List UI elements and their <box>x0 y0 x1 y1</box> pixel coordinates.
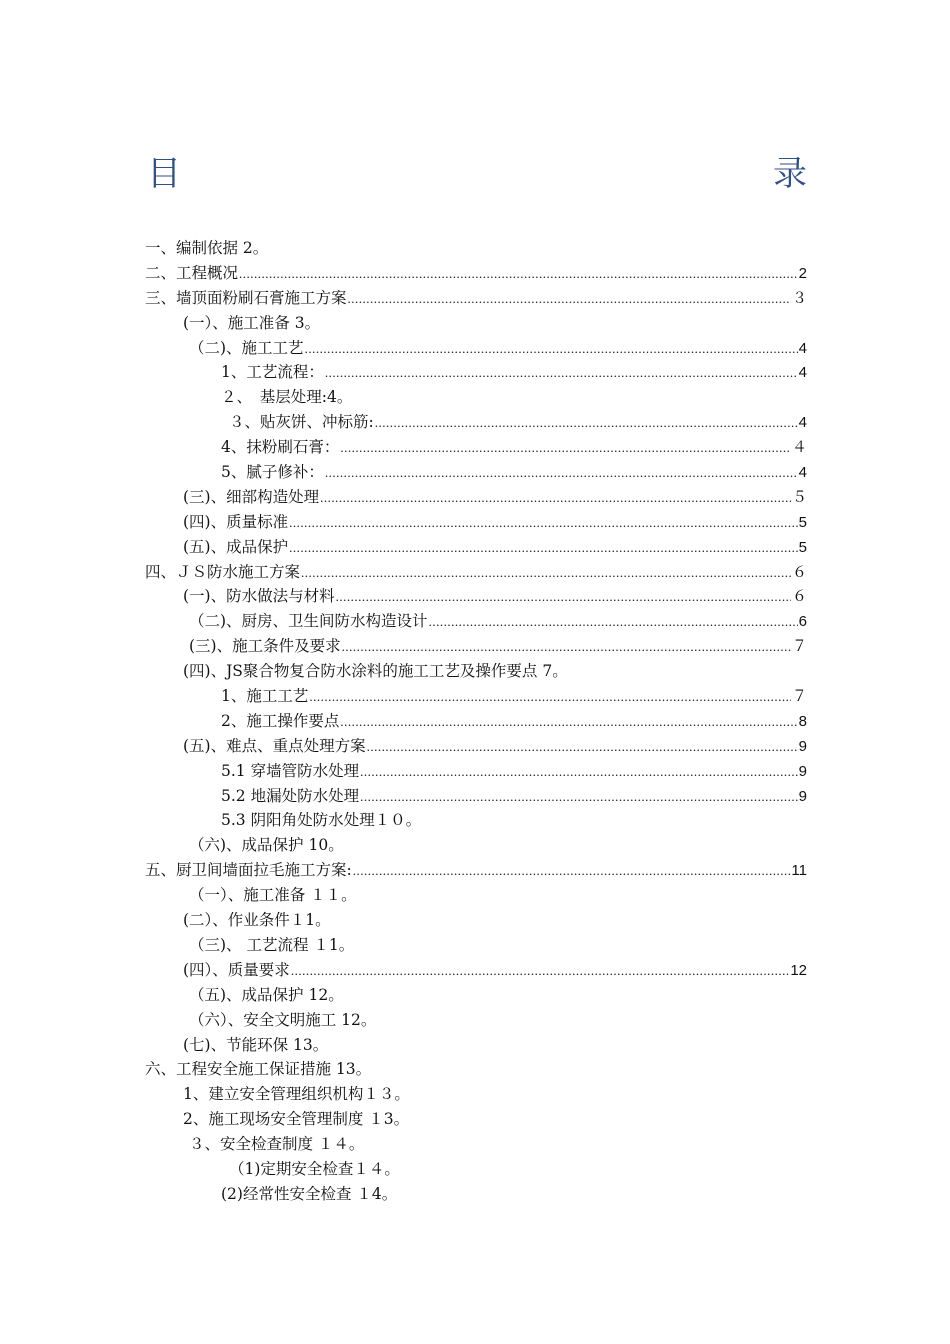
toc-entry-4[interactable] <box>145 336 807 361</box>
toc-entry-9[interactable] <box>145 460 807 485</box>
toc-label: ２、 基层处理:4。 <box>221 388 353 407</box>
toc-entry-37[interactable] <box>145 1157 807 1182</box>
dot-leader <box>367 735 798 760</box>
toc-label: （一）、施工准备 １１。 <box>189 886 357 905</box>
toc-label: (四)、质量标准 <box>183 512 289 531</box>
toc-entry-7[interactable] <box>145 410 807 435</box>
toc-entry-12[interactable] <box>145 535 807 560</box>
toc-page: ４ <box>791 439 807 457</box>
dot-leader <box>342 635 791 660</box>
toc-entry-38[interactable] <box>145 1182 807 1207</box>
toc-entry-35[interactable] <box>145 1107 807 1132</box>
dot-leader <box>325 361 798 386</box>
toc-label: ３、安全检查制度 １４。 <box>189 1135 365 1154</box>
toc-label: 五、厨卫间墙面拉毛施工方案: <box>145 861 352 880</box>
toc-entry-33[interactable] <box>145 1057 807 1082</box>
toc-label: 四、ＪＳ防水施工方案 <box>145 562 301 581</box>
toc-entry-2[interactable] <box>145 286 807 311</box>
dot-leader <box>291 959 790 984</box>
toc-label: （六）、安全文明施工 12。 <box>189 1010 377 1029</box>
toc-entry-10[interactable] <box>145 485 807 510</box>
table-of-contents <box>145 236 807 1207</box>
toc-label: (五)、成品保护 <box>183 537 289 556</box>
toc-entry-36[interactable] <box>145 1132 807 1157</box>
toc-label: (四）、质量要求 <box>183 960 290 979</box>
dot-leader <box>325 461 798 486</box>
toc-entry-20[interactable] <box>145 734 807 759</box>
toc-entry-21[interactable] <box>145 759 807 784</box>
dot-leader <box>239 262 798 287</box>
toc-entry-14[interactable] <box>145 584 807 609</box>
toc-label: 5.1 穿墙管防水处理 <box>221 761 360 780</box>
toc-label: （六)、成品保护 10。 <box>189 836 344 855</box>
dot-leader <box>289 536 798 561</box>
toc-entry-18[interactable] <box>145 684 807 709</box>
toc-label: 三、墙顶面粉刷石膏施工方案 <box>145 288 347 307</box>
toc-label: 2、施工操作要点 <box>221 711 340 730</box>
dot-leader <box>353 859 791 884</box>
toc-label: 5、腻子修补： <box>221 463 324 482</box>
toc-label: (三)、施工条件及要求 <box>189 637 341 656</box>
toc-page: 9 <box>798 762 807 780</box>
dot-leader <box>320 486 791 511</box>
dot-leader <box>289 511 798 536</box>
toc-label: 1、建立安全管理组织机构１３。 <box>183 1085 410 1104</box>
toc-label: （二)、施工工艺 <box>189 338 304 357</box>
toc-page: ３ <box>791 289 807 307</box>
toc-entry-17[interactable] <box>145 659 807 684</box>
toc-label: 1、施工工艺 <box>221 687 309 706</box>
dot-leader <box>336 585 791 610</box>
toc-entry-5[interactable] <box>145 360 807 385</box>
toc-label: 5.2 地漏处防水处理 <box>221 786 360 805</box>
dot-leader <box>429 610 798 635</box>
toc-page: ７ <box>791 688 807 706</box>
toc-entry-1[interactable] <box>145 261 807 286</box>
toc-label: (七)、节能环保 13。 <box>183 1035 329 1054</box>
toc-label: (一）、施工准备 3。 <box>183 313 321 332</box>
toc-entry-30[interactable] <box>145 983 807 1008</box>
dot-leader <box>375 411 798 436</box>
toc-page: ７ <box>791 638 807 656</box>
toc-title-left: 目 <box>147 153 181 194</box>
toc-label: （二)、厨房、卫生间防水构造设计 <box>189 612 428 631</box>
toc-entry-29[interactable] <box>145 958 807 983</box>
toc-page: 9 <box>798 737 807 755</box>
toc-entry-0[interactable] <box>145 236 807 261</box>
toc-label: 5.3 阴阳角处防水处理１０。 <box>221 811 422 830</box>
toc-label: （五)、成品保护 12。 <box>189 985 344 1004</box>
toc-page: ６ <box>791 563 807 581</box>
toc-page: 5 <box>798 513 807 531</box>
toc-entry-16[interactable] <box>145 634 807 659</box>
toc-page: ６ <box>791 588 807 606</box>
toc-title-right: 录 <box>773 153 807 194</box>
toc-label: 一、编制依据 2。 <box>145 239 269 257</box>
toc-label: 2、施工现场安全管理制度 １3。 <box>183 1110 410 1129</box>
toc-entry-11[interactable] <box>145 510 807 535</box>
dot-leader <box>340 436 791 461</box>
toc-label: (一)、防水做法与材料 <box>183 587 335 606</box>
toc-page: 12 <box>790 961 807 979</box>
dot-leader <box>301 561 791 586</box>
toc-label: 4、抹粉刷石膏： <box>221 438 340 457</box>
toc-entry-19[interactable] <box>145 709 807 734</box>
toc-label: 六、工程安全施工保证措施 13。 <box>145 1060 372 1079</box>
toc-page: 6 <box>798 613 807 631</box>
toc-label: 1、工艺流程： <box>221 363 324 382</box>
toc-entry-25[interactable] <box>145 858 807 883</box>
toc-entry-3[interactable] <box>145 311 807 336</box>
dot-leader <box>360 785 798 810</box>
toc-entry-34[interactable] <box>145 1082 807 1107</box>
toc-page: ５ <box>791 488 807 506</box>
toc-label: （三)、 工艺流程 １1。 <box>189 935 355 954</box>
toc-entry-24[interactable] <box>145 833 807 858</box>
toc-entry-31[interactable] <box>145 1008 807 1033</box>
dot-leader <box>309 685 791 710</box>
toc-entry-28[interactable] <box>145 933 807 958</box>
toc-label: 二、工程概况 <box>145 263 239 282</box>
toc-label: ３、贴灰饼、冲标筋: <box>229 413 374 432</box>
toc-label: (2)经常性安全检查 １4。 <box>221 1184 398 1203</box>
toc-page: 2 <box>798 264 807 282</box>
toc-page: 11 <box>791 862 807 880</box>
toc-label: (二）、作业条件１1。 <box>183 911 331 930</box>
toc-entry-32[interactable] <box>145 1033 807 1058</box>
toc-page: 4 <box>798 414 807 432</box>
dot-leader <box>305 337 798 362</box>
toc-entry-26[interactable] <box>145 883 807 908</box>
dot-leader <box>348 287 791 312</box>
dot-leader <box>360 760 798 785</box>
toc-entry-23[interactable] <box>145 808 807 833</box>
toc-label: （1)定期安全检查１４。 <box>229 1159 400 1178</box>
toc-title <box>147 140 807 200</box>
toc-entry-13[interactable] <box>145 560 807 585</box>
toc-page: 8 <box>798 712 807 730</box>
toc-page: 4 <box>798 464 807 482</box>
toc-page: 9 <box>798 787 807 805</box>
toc-page: 4 <box>798 364 807 382</box>
toc-label: (三)、细部构造处理 <box>183 487 320 506</box>
toc-entry-8[interactable] <box>145 435 807 460</box>
toc-label: (五)、难点、重点处理方案 <box>183 736 366 755</box>
toc-page: 4 <box>798 339 807 357</box>
toc-entry-22[interactable] <box>145 784 807 809</box>
toc-entry-27[interactable] <box>145 908 807 933</box>
toc-label: (四)、JS聚合物复合防水涂料的施工工艺及操作要点 7。 <box>183 662 568 681</box>
toc-entry-6[interactable] <box>145 385 807 410</box>
toc-page: 5 <box>798 538 807 556</box>
dot-leader <box>340 710 797 735</box>
toc-entry-15[interactable] <box>145 609 807 634</box>
